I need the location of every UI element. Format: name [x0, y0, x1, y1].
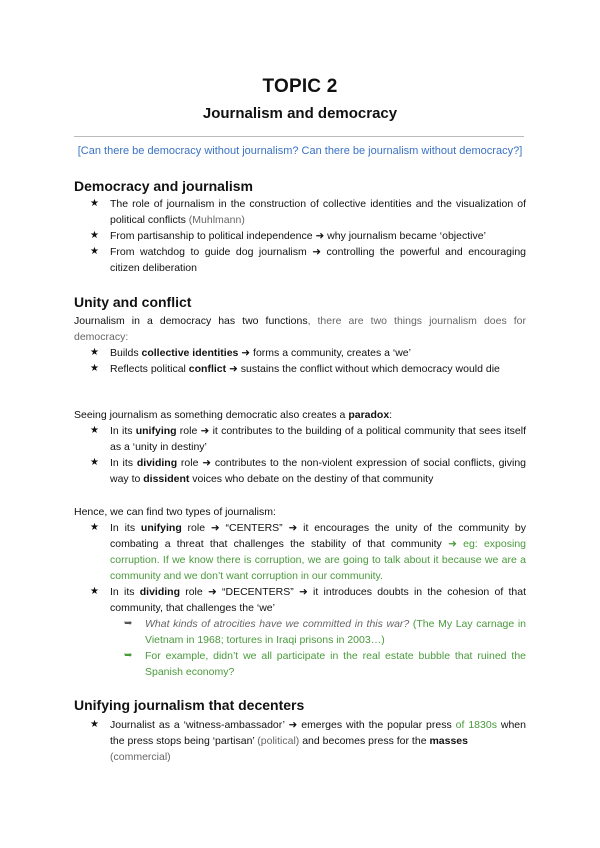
section-heading-unity-and-conflict: Unity and conflict	[74, 294, 192, 310]
page-title: TOPIC 2	[262, 76, 338, 97]
list-item: ★ The role of journalism in the construction of collective identities and the visualization of political conflicts (Muhlmann)	[74, 196, 526, 228]
example-list	[110, 616, 526, 680]
list-item: ★ In its dividing role ➜ “DECENTERS” ➜ it introduces doubts in the cohesion of that community, that challenges the ‘we’ ➥ What kinds of atrocities have we committed in this war? (The My Lay carnage in Vietnam in 1968; tortures in Iraqi prisons in 2003…) ➥ For example, didn’t we all participate in the real estate bubble that ruined the Spanish economy?	[74, 584, 526, 680]
list-item: ★ From watchdog to guide dog journalism ➜ controlling the powerful and encouraging citizen deliberation	[74, 244, 526, 276]
guiding-question: [Can there be democracy without journalism? Can there be journalism without democracy?]	[77, 145, 523, 157]
list-item: ★ Journalist as a ‘witness-ambassador’ ➜ emerges with the popular press of 1830s when the press stops being ‘partisan’ (political) and becomes press for the masses (commercial)	[74, 717, 526, 765]
section1-list	[74, 196, 526, 276]
paragraph-two-types: Hence, we can find two types of journalism:	[74, 506, 276, 518]
list-item: ➥ For example, didn’t we all participate in the real estate bubble that ruined the Spanish economy?	[110, 648, 526, 680]
page-subtitle: Journalism and democracy	[202, 105, 398, 122]
list-item: ★ In its dividing role ➜ contributes to the non-violent expression of social conflicts, giving way to dissident voices who debate on the destiny of that community	[74, 455, 526, 487]
functions-list	[74, 345, 526, 377]
list-item: ★ From partisanship to political independence ➜ why journalism became ‘objective’	[74, 228, 526, 244]
divider	[74, 136, 524, 137]
list-item: ★ Reflects political conflict ➜ sustains the conflict without which democracy would die	[74, 361, 526, 377]
section-heading-democracy-and-journalism: Democracy and journalism	[74, 178, 253, 194]
types-list	[74, 520, 526, 680]
list-item: ★ In its unifying role ➜ it contributes to the building of a political community that sees itself as a ‘unity in destiny’	[74, 423, 526, 455]
list-item: ★ In its unifying role ➜ “CENTERS” ➜ it encourages the unity of the community by combating a threat that challenges the stability of that community ➜ eg: exposing corruption. If we know there is corruption, we are going to talk about it because we are a community and we don’t want corruption in our community.	[74, 520, 526, 584]
paragraph-intro: Journalism in a democracy has two functions, there are two things journalism does for democracy:	[74, 315, 526, 343]
list-item: ➥ What kinds of atrocities have we committed in this war? (The My Lay carnage in Vietnam in 1968; tortures in Iraqi prisons in 2003…)	[110, 616, 526, 648]
paragraph-paradox: Seeing journalism as something democratic also creates a paradox:	[74, 409, 393, 421]
list-item: ★ Builds collective identities ➜ forms a community, creates a ‘we’	[74, 345, 526, 361]
section3-list	[74, 717, 526, 765]
section-heading-unifying-journalism: Unifying journalism that decenters	[74, 697, 305, 713]
paradox-list	[74, 423, 526, 487]
